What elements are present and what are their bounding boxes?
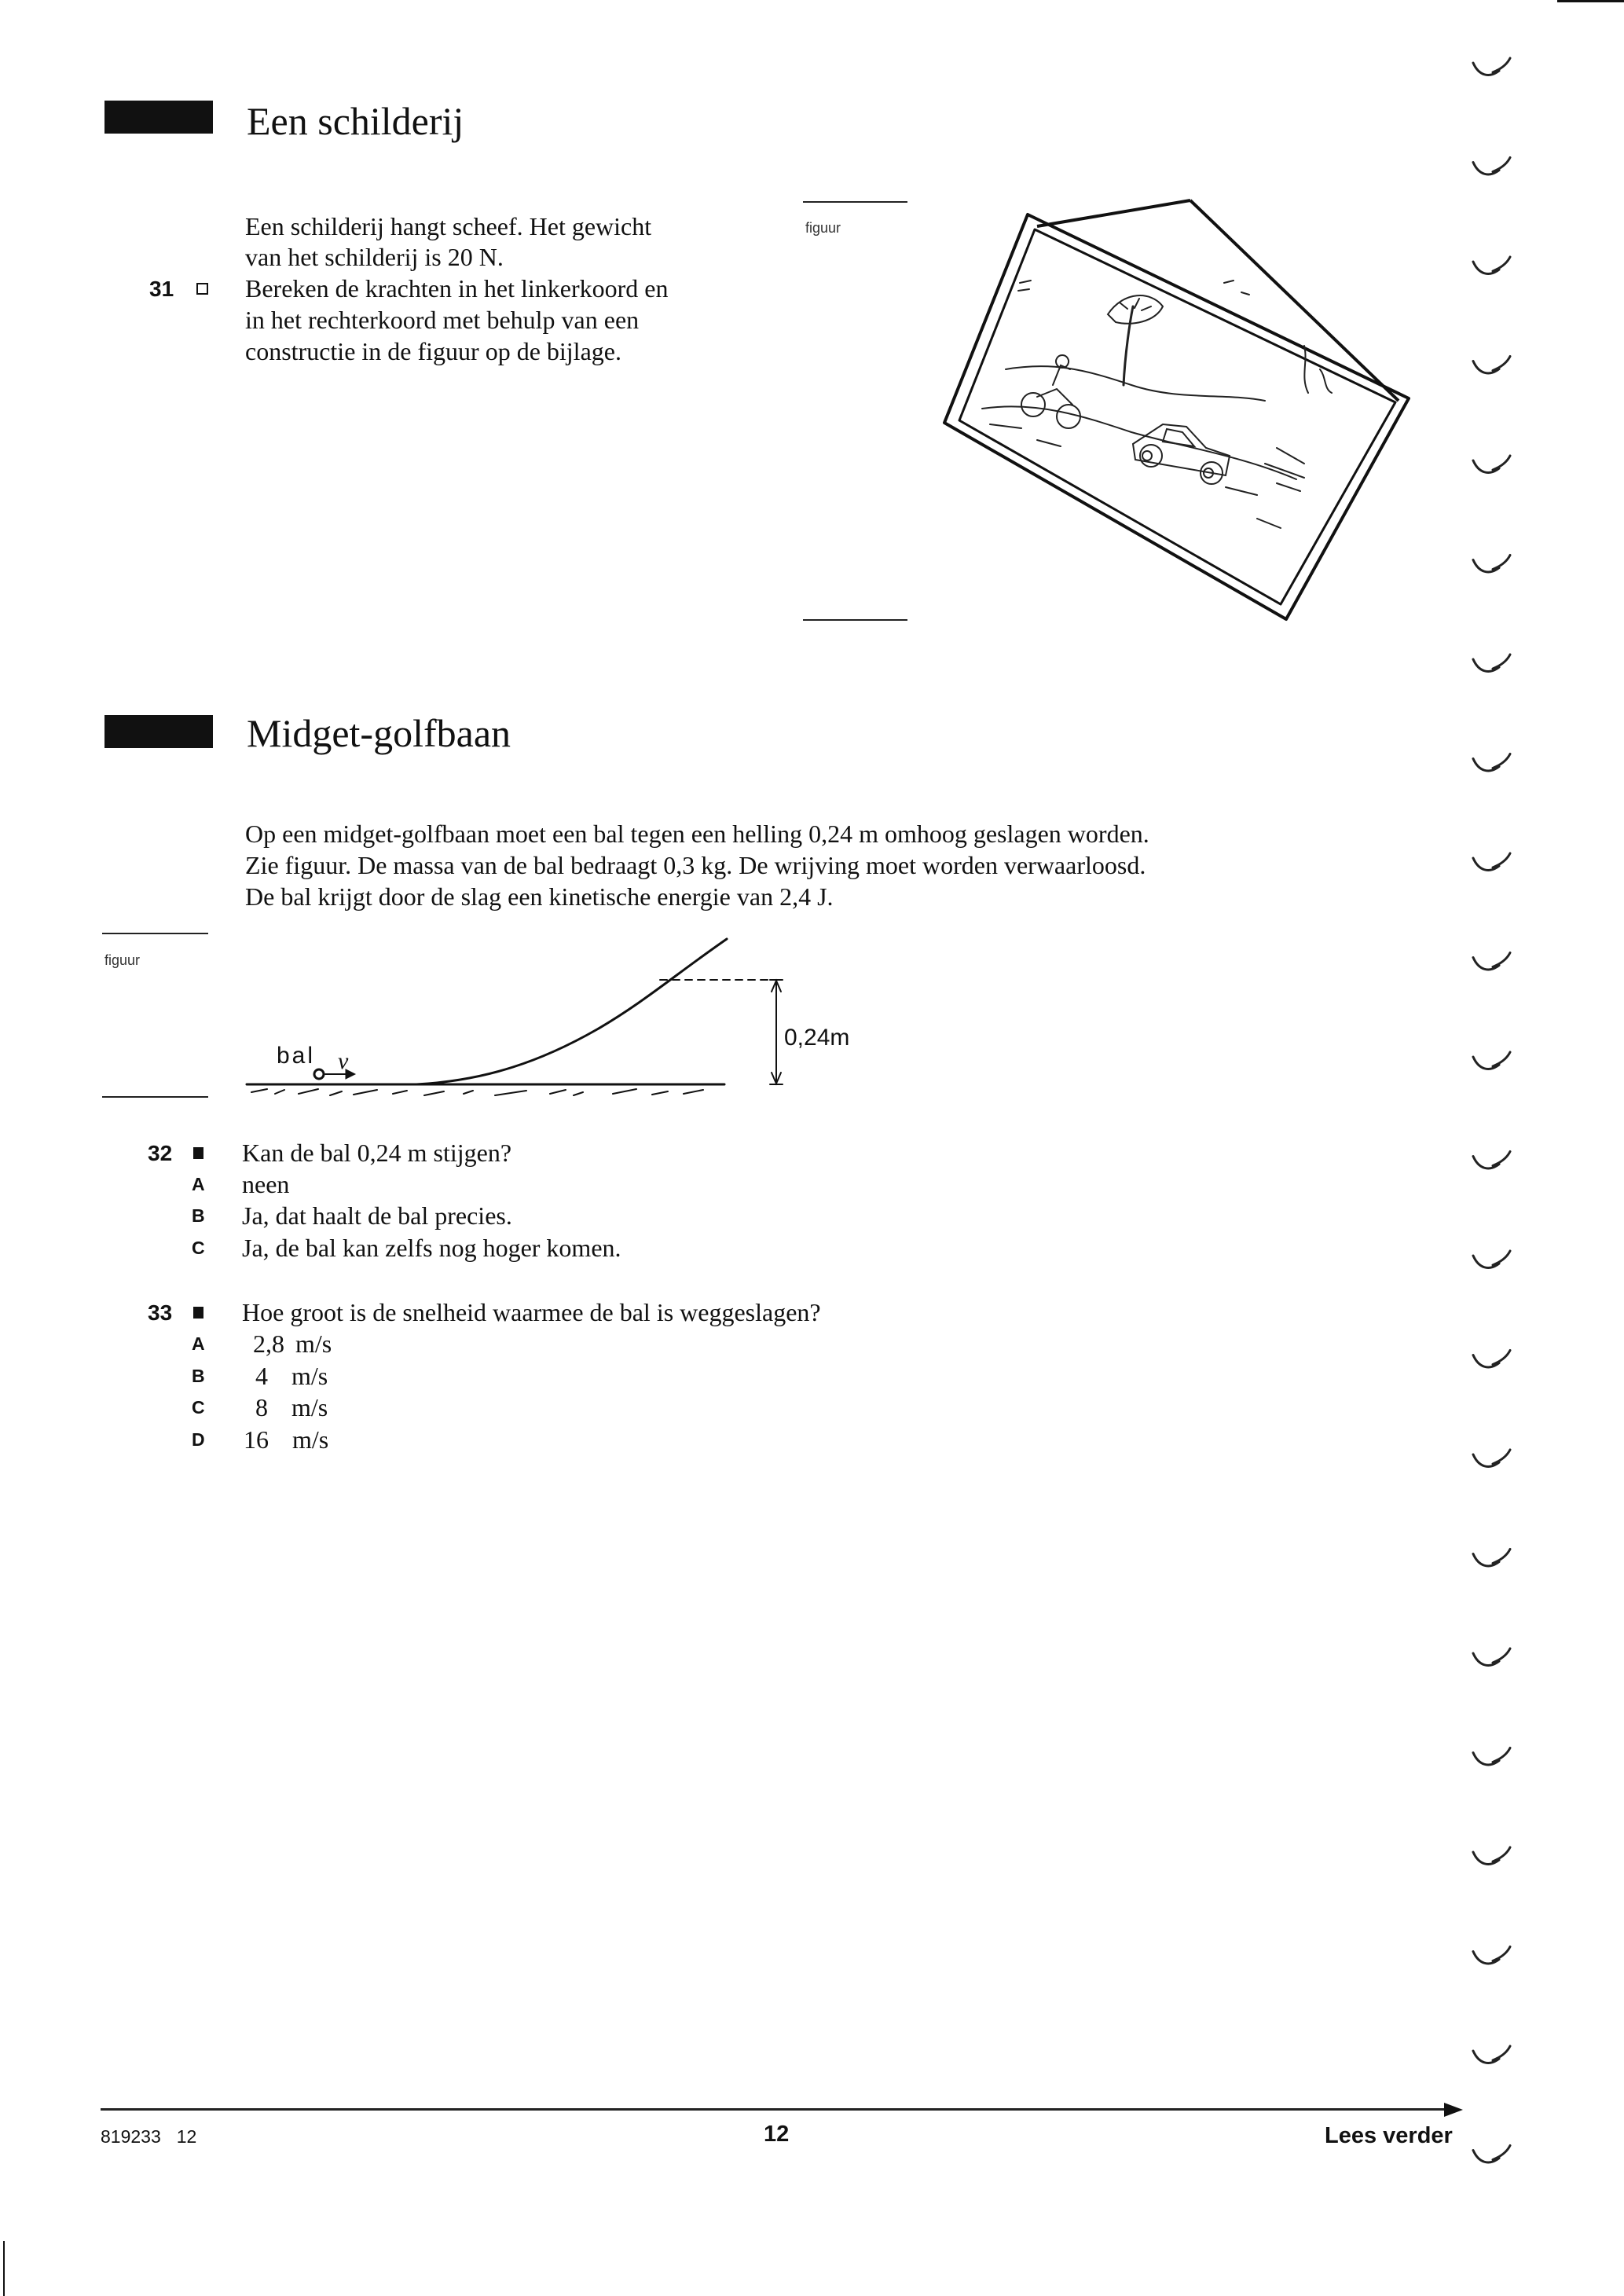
binder-hook-mark: [1473, 1152, 1510, 1168]
page-corner-rule: [1557, 0, 1624, 2]
binder-hook-mark: [1473, 257, 1510, 273]
golf-intro-line-2: Zie figuur. De massa van de bal bedraagt 0,3 kg. De wrijving moet worden verwaarloosd.: [245, 851, 1146, 879]
question-33-text: Hoe groot is de snelheid waarmee de bal is weggeslagen?: [242, 1298, 821, 1326]
figure-rule-bottom: [803, 619, 907, 621]
figure-rule-top: [102, 933, 208, 934]
option-letter: D: [192, 1429, 205, 1450]
figure-label: figuur: [104, 952, 141, 968]
option-letter: B: [192, 1366, 205, 1386]
binder-hook-mark: [1473, 357, 1510, 373]
ball-label: bal: [277, 1043, 316, 1069]
option-letter: B: [192, 1205, 205, 1226]
intro-line-1: Een schilderij hangt scheef. Het gewicht: [245, 212, 652, 240]
option-text: 8 m/s: [255, 1393, 328, 1421]
figure-label: figuur: [805, 220, 841, 236]
question-number-31: 31: [149, 277, 174, 301]
golf-slope-figure: [236, 927, 896, 1116]
multiple-choice-marker: [193, 1307, 203, 1319]
binder-hook-mark: [1473, 1550, 1510, 1566]
painting-figure: [927, 189, 1414, 629]
option-text: Ja, dat haalt de bal precies.: [242, 1201, 512, 1230]
binder-hook-mark: [1473, 1947, 1510, 1964]
question-31-line-2: in het rechterkoord met behulp van een: [245, 306, 640, 334]
figure-rule-top: [803, 201, 907, 203]
footer-code-number: 819233: [101, 2126, 161, 2147]
option-letter: A: [192, 1333, 205, 1354]
golf-intro-line-3: De bal krijgt door de slag een kinetische energie van 2,4 J.: [245, 882, 834, 911]
option-text: Ja, de bal kan zelfs nog hoger komen.: [242, 1234, 621, 1262]
section-marker-bar: [104, 715, 213, 748]
ball: [314, 1069, 324, 1079]
binder-hook-mark: [1473, 1748, 1510, 1765]
question-number-32: 32: [148, 1141, 173, 1165]
page-number: 12: [764, 2122, 790, 2147]
binder-hook-mark: [1473, 1351, 1510, 1367]
binder-hook-mark: [1473, 2046, 1510, 2063]
height-label: 0,24m: [784, 1025, 850, 1051]
footer-rule: [101, 2108, 1452, 2111]
binder-hook-mark: [1473, 853, 1510, 870]
right-cord: [1190, 200, 1399, 401]
footer-code: [101, 2126, 196, 2147]
figure-rule-bottom: [102, 1096, 208, 1098]
binder-hook-mark: [1473, 2146, 1510, 2162]
question-number-33: 33: [148, 1300, 173, 1325]
binder-hook-mark: [1473, 1450, 1510, 1466]
question-31-line-1: Bereken de krachten in het linkerkoord en: [245, 274, 669, 303]
binder-hook-mark: [1473, 1251, 1510, 1267]
open-question-marker: [196, 283, 208, 295]
intro-line-2: van het schilderij is 20 N.: [245, 243, 504, 271]
binder-hook-mark: [1473, 456, 1510, 472]
binder-hook-mark: [1473, 953, 1510, 970]
binder-hook-mark: [1473, 1052, 1510, 1069]
binder-hook-mark: [1473, 655, 1510, 671]
option-letter: C: [192, 1397, 205, 1418]
section-marker-bar: [104, 101, 213, 134]
section-title-golfbaan: Midget-golfbaan: [247, 711, 511, 755]
option-text: 16 m/s: [244, 1425, 329, 1454]
multiple-choice-marker: [193, 1147, 203, 1159]
lees-verder-label: Lees verder: [1325, 2123, 1453, 2148]
binder-marks: [1461, 47, 1524, 2294]
painting-frame-outer: [944, 215, 1409, 619]
option-text: 2,8 m/s: [253, 1330, 332, 1358]
binder-hook-mark: [1473, 1847, 1510, 1864]
golf-intro-line-1: Op een midget-golfbaan moet een bal tegen een helling 0,24 m omhoog geslagen worden.: [245, 820, 1149, 848]
left-edge-rule: [3, 2241, 5, 2296]
footer-code-page: 12: [176, 2126, 197, 2147]
binder-hook-mark: [1473, 58, 1510, 75]
option-letter: C: [192, 1238, 205, 1258]
binder-hook-mark: [1473, 556, 1510, 572]
velocity-symbol: v: [338, 1048, 349, 1074]
question-31-line-3: constructie in de figuur op de bijlage.: [245, 337, 621, 365]
binder-hook-mark: [1473, 158, 1510, 174]
binder-hook-mark: [1473, 1649, 1510, 1665]
option-text: neen: [242, 1170, 290, 1198]
option-letter: A: [192, 1174, 205, 1194]
section-title-schilderij: Een schilderij: [247, 99, 464, 143]
slope-curve: [416, 939, 727, 1084]
binder-hook-mark: [1473, 754, 1510, 771]
question-32-text: Kan de bal 0,24 m stijgen?: [242, 1139, 512, 1167]
option-text: 4 m/s: [255, 1362, 328, 1390]
left-cord: [1037, 200, 1190, 226]
